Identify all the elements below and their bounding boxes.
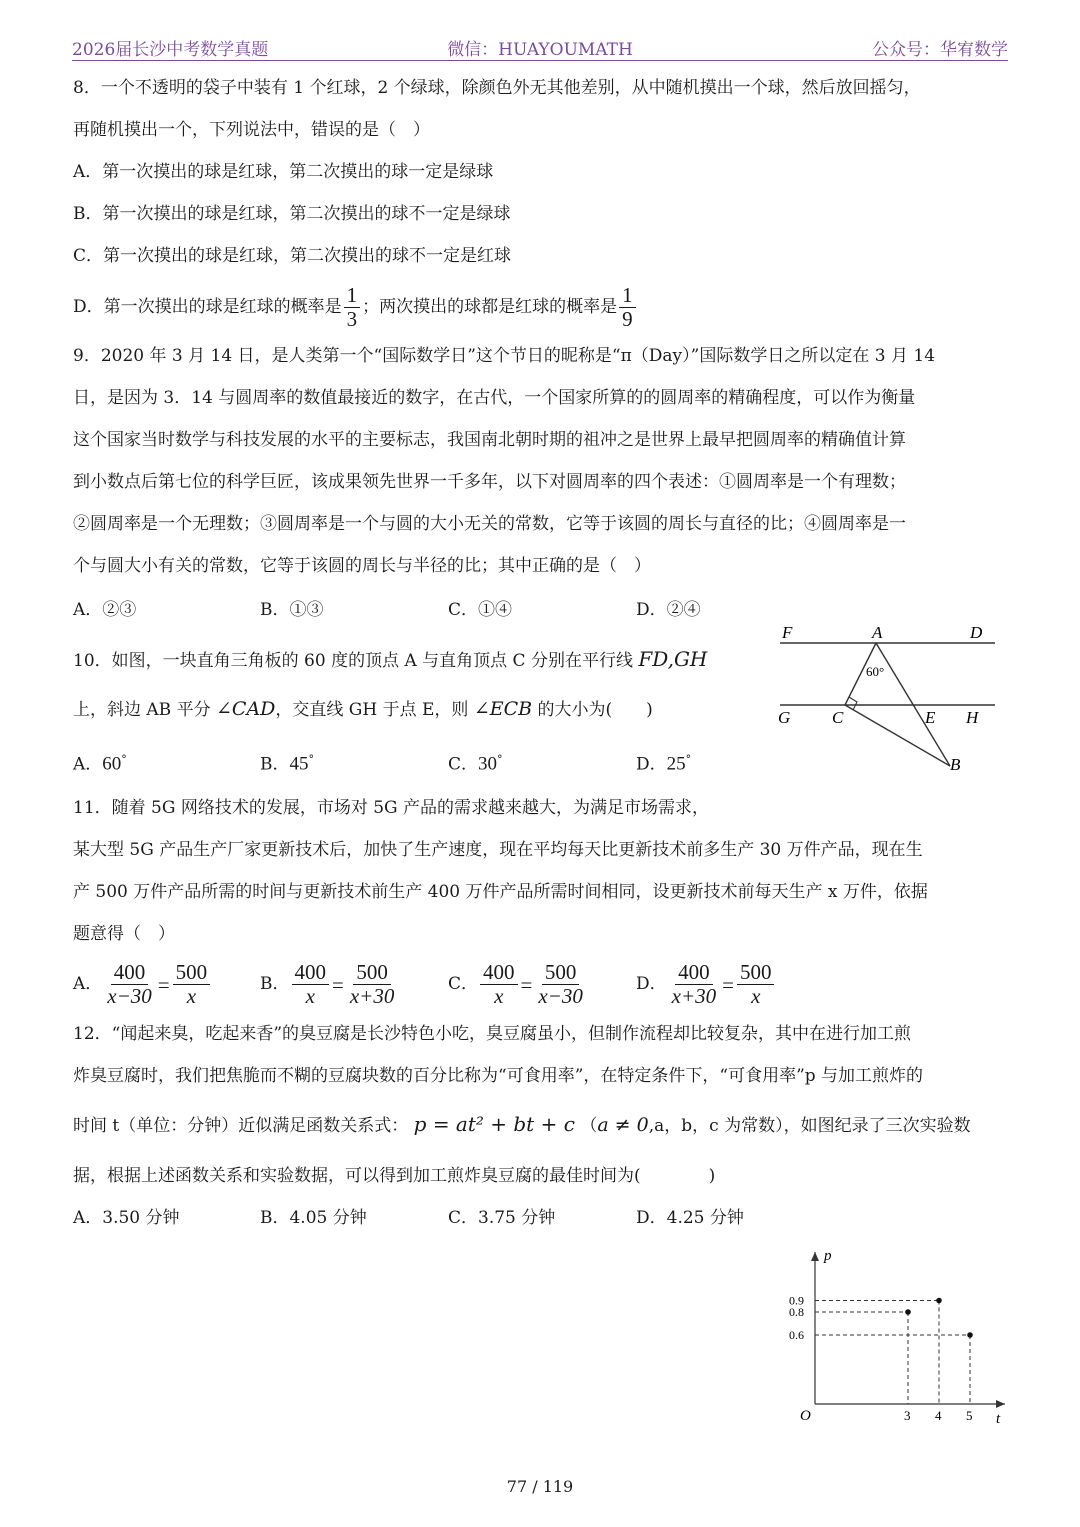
label-d: D bbox=[970, 623, 983, 642]
q8-option-b: B．第一次摸出的球是红球，第二次摸出的球不一定是绿球 bbox=[73, 204, 511, 224]
label-f: F bbox=[782, 623, 793, 642]
x-axis-label: t bbox=[996, 1411, 1001, 1427]
q9-option-c: C．①④ bbox=[448, 600, 513, 620]
q12-constants: ,a，b，c 为常数） bbox=[648, 1116, 784, 1136]
q10-option-a: A．60° bbox=[73, 753, 127, 775]
q11-b-left-fraction: $\frac{400}{x}$ bbox=[292, 961, 330, 1008]
label-c: C bbox=[832, 708, 844, 727]
label-60-degree: 60° bbox=[866, 664, 885, 679]
q11-option-c: C． $\frac{400}{x}$ = $\frac{500}{x-30}$ bbox=[448, 956, 588, 1013]
q10-line-2-text2: ，交直线 GH 于点 E，则 bbox=[275, 700, 469, 720]
q10-line-2 bbox=[73, 697, 653, 722]
q12-line-3-text: 时间 t（单位：分钟）近似满足函数关系式： bbox=[73, 1116, 409, 1136]
q9-line-2: 日，是因为 3．14 与圆周率的数值最接近的数字，在古代，一个国家所算的的圆周率的精确程度，可以作为衡量 bbox=[73, 388, 916, 408]
q11-option-d: D． $\frac{400}{x+30}$ = $\frac{500}{x}$ bbox=[636, 956, 776, 1013]
q12-line-1: 12．“闻起来臭，吃起来香”的臭豆腐是长沙特色小吃，臭豆腐虽小，但制作流程却比较复杂，其中在进行加工煎 bbox=[73, 1024, 912, 1044]
q8-option-a: A．第一次摸出的球是红球，第二次摸出的球一定是绿球 bbox=[73, 162, 494, 182]
q12-option-c: C．3.75 分钟 bbox=[448, 1208, 556, 1228]
q9-option-d: D．②④ bbox=[636, 600, 701, 620]
x-tick-label-1: 3 bbox=[904, 1408, 911, 1423]
q9-line-4: 到小数点后第七位的科学巨匠，该成果领先世界一千多年，以下对圆周率的四个表述：①圆周率是一个有理数； bbox=[73, 472, 906, 492]
q8-stem-line2: 再随机摸出一个，下列说法中，错误的是（ ） bbox=[73, 120, 430, 140]
q8-option-d-text2: ；两次摸出的球都是红球的概率是 bbox=[362, 297, 618, 317]
header-title: 2026届长沙中考数学真题 bbox=[72, 40, 269, 60]
q11-option-a: A． $\frac{400}{x-30}$ = $\frac{500}{x}$ bbox=[73, 956, 212, 1013]
page-header bbox=[72, 30, 1008, 61]
q11-a-right-fraction: $\frac{500}{x}$ bbox=[173, 961, 211, 1008]
y-tick-label-1: 0.9 bbox=[789, 1293, 804, 1308]
q12-option-d: D．4.25 分钟 bbox=[636, 1208, 744, 1228]
label-h: H bbox=[966, 708, 979, 727]
label-g: G bbox=[778, 708, 791, 727]
q9-line-1: 9．2020 年 3 月 14 日，是人类第一个“国际数学日”这个节日的昵称是“π（Day）”国际数学日之所以定在 3 月 14 bbox=[73, 346, 936, 366]
data-point-2 bbox=[936, 1298, 942, 1304]
q11-a-left-fraction: $\frac{400}{x-30}$ bbox=[107, 959, 152, 1008]
q10-option-c: C．30° bbox=[448, 753, 503, 775]
q10-triangle-figure bbox=[770, 618, 1015, 783]
q9-option-a: A．②③ bbox=[73, 600, 137, 620]
origin-label: O bbox=[800, 1408, 811, 1424]
data-point-1 bbox=[905, 1309, 911, 1315]
q8-option-d-text1: D．第一次摸出的球是红球的概率是 bbox=[73, 297, 342, 317]
q8-option-d bbox=[73, 282, 638, 332]
label-b: B bbox=[950, 755, 961, 774]
q12-option-a: A．3.50 分钟 bbox=[73, 1208, 180, 1228]
label-a: A bbox=[872, 623, 883, 642]
q10-line-2-text1: 上，斜边 AB 平分 bbox=[73, 700, 211, 720]
q10-option-d: D．25° bbox=[636, 753, 692, 775]
q11-line-3: 产 500 万件产品所需的时间与更新技术前生产 400 万件产品所需时间相同，设更新技术前每天生产 x 万件，依据 bbox=[73, 882, 928, 902]
q10-angle-ecb: ∠ECB bbox=[473, 698, 533, 720]
q11-d-right-fraction: $\frac{500}{x}$ bbox=[737, 961, 775, 1008]
y-tick-label-3: 0.6 bbox=[789, 1328, 804, 1342]
q10-angle-cad: ∠CAD bbox=[215, 698, 276, 720]
y-tick-label-2: 0.8 bbox=[789, 1305, 804, 1319]
y-axis-label: p bbox=[824, 1248, 832, 1264]
x-tick-label-3: 5 bbox=[966, 1408, 973, 1423]
q11-d-left-fraction: $\frac{400}{x+30}$ bbox=[671, 959, 717, 1008]
q12-line-4: 据，根据上述函数关系和实验数据，可以得到加工煎炸臭豆腐的最佳时间为( ) bbox=[73, 1166, 716, 1186]
q11-line-2: 某大型 5G 产品生产厂家更新技术后，加快了生产速度，现在平均每天比更新技术前多生产 30 万件产品，现在生 bbox=[73, 840, 923, 860]
q12-scatter-chart bbox=[780, 1240, 1020, 1430]
q11-c-right-fraction: $\frac{500}{x-30}$ bbox=[538, 959, 583, 1008]
q10-parallel-lines: FD,GH bbox=[638, 647, 708, 671]
q12-line-3: 时间 t（单位：分钟）近似满足函数关系式： p = at² + bt + c （a ≠ 0,a，b，c 为常数），如图纪录了三次实验数 bbox=[73, 1112, 971, 1136]
q10-line-1-text: 10．如图，一块直角三角板的 60 度的顶点 A 与直角顶点 C 分别在平行线 bbox=[73, 651, 633, 671]
q12-line-2: 炸臭豆腐时，我们把焦脆而不糊的豆腐块数的百分比称为“可食用率”，在特定条件下，“可食用率”p 与加工煎炸的 bbox=[73, 1066, 924, 1086]
q9-line-5: ②圆周率是一个无理数；③圆周率是一个与圆的大小无关的常数，它等于该圆的周长与直径的比；④圆周率是一 bbox=[73, 514, 906, 534]
q8-fraction-one-third: $\frac{1}{3}$ bbox=[344, 284, 361, 331]
q12-condition: a ≠ 0 bbox=[597, 1114, 649, 1136]
q11-line-1: 11．随着 5G 网络技术的发展，市场对 5G 产品的需求越来越大，为满足市场需求， bbox=[73, 798, 710, 818]
q12-function-formula: p = at² + bt + c bbox=[413, 1112, 575, 1136]
header-wechat: 微信：HUAYOUMATH bbox=[447, 40, 633, 60]
q11-b-right-fraction: $\frac{500}{x+30}$ bbox=[349, 959, 395, 1008]
q8-stem-line1: 8．一个不透明的袋子中装有 1 个红球，2 个绿球，除颜色外无其他差别，从中随机摸出一个球，然后放回摇匀， bbox=[73, 78, 921, 98]
q10-line-2-text3: 的大小为( ) bbox=[537, 700, 653, 720]
q12-line-3-tail: ，如图纪录了三次实验数 bbox=[783, 1116, 971, 1136]
data-point-3 bbox=[967, 1332, 973, 1338]
q9-option-b: B．①③ bbox=[260, 600, 324, 620]
label-e: E bbox=[925, 708, 936, 727]
q10-line-1 bbox=[73, 647, 707, 673]
q11-option-b: B． $\frac{400}{x}$ = $\frac{500}{x+30}$ bbox=[260, 956, 399, 1013]
y-axis-arrow bbox=[811, 1252, 819, 1261]
q9-line-3: 这个国家当时数学与科技发展的水平的主要标志，我国南北朝时期的祖冲之是世界上最早把圆周率的精确值计算 bbox=[73, 430, 906, 450]
q10-option-b: B．45° bbox=[260, 753, 314, 775]
q11-c-left-fraction: $\frac{400}{x}$ bbox=[480, 961, 518, 1008]
x-axis-arrow bbox=[996, 1400, 1005, 1408]
q8-fraction-one-ninth: $\frac{1}{9}$ bbox=[619, 284, 636, 331]
x-tick-label-2: 4 bbox=[935, 1408, 942, 1423]
q11-line-4: 题意得（ ） bbox=[73, 924, 175, 944]
q8-option-c: C．第一次摸出的球是红球，第二次摸出的球不一定是红球 bbox=[73, 246, 512, 266]
q9-line-6: 个与圆大小有关的常数，它等于该圆的周长与半径的比；其中正确的是（ ） bbox=[73, 556, 651, 576]
q12-option-b: B．4.05 分钟 bbox=[260, 1208, 367, 1228]
header-account: 公众号：华宥数学 bbox=[872, 40, 1008, 60]
page-number: 77 / 119 bbox=[506, 1477, 574, 1496]
